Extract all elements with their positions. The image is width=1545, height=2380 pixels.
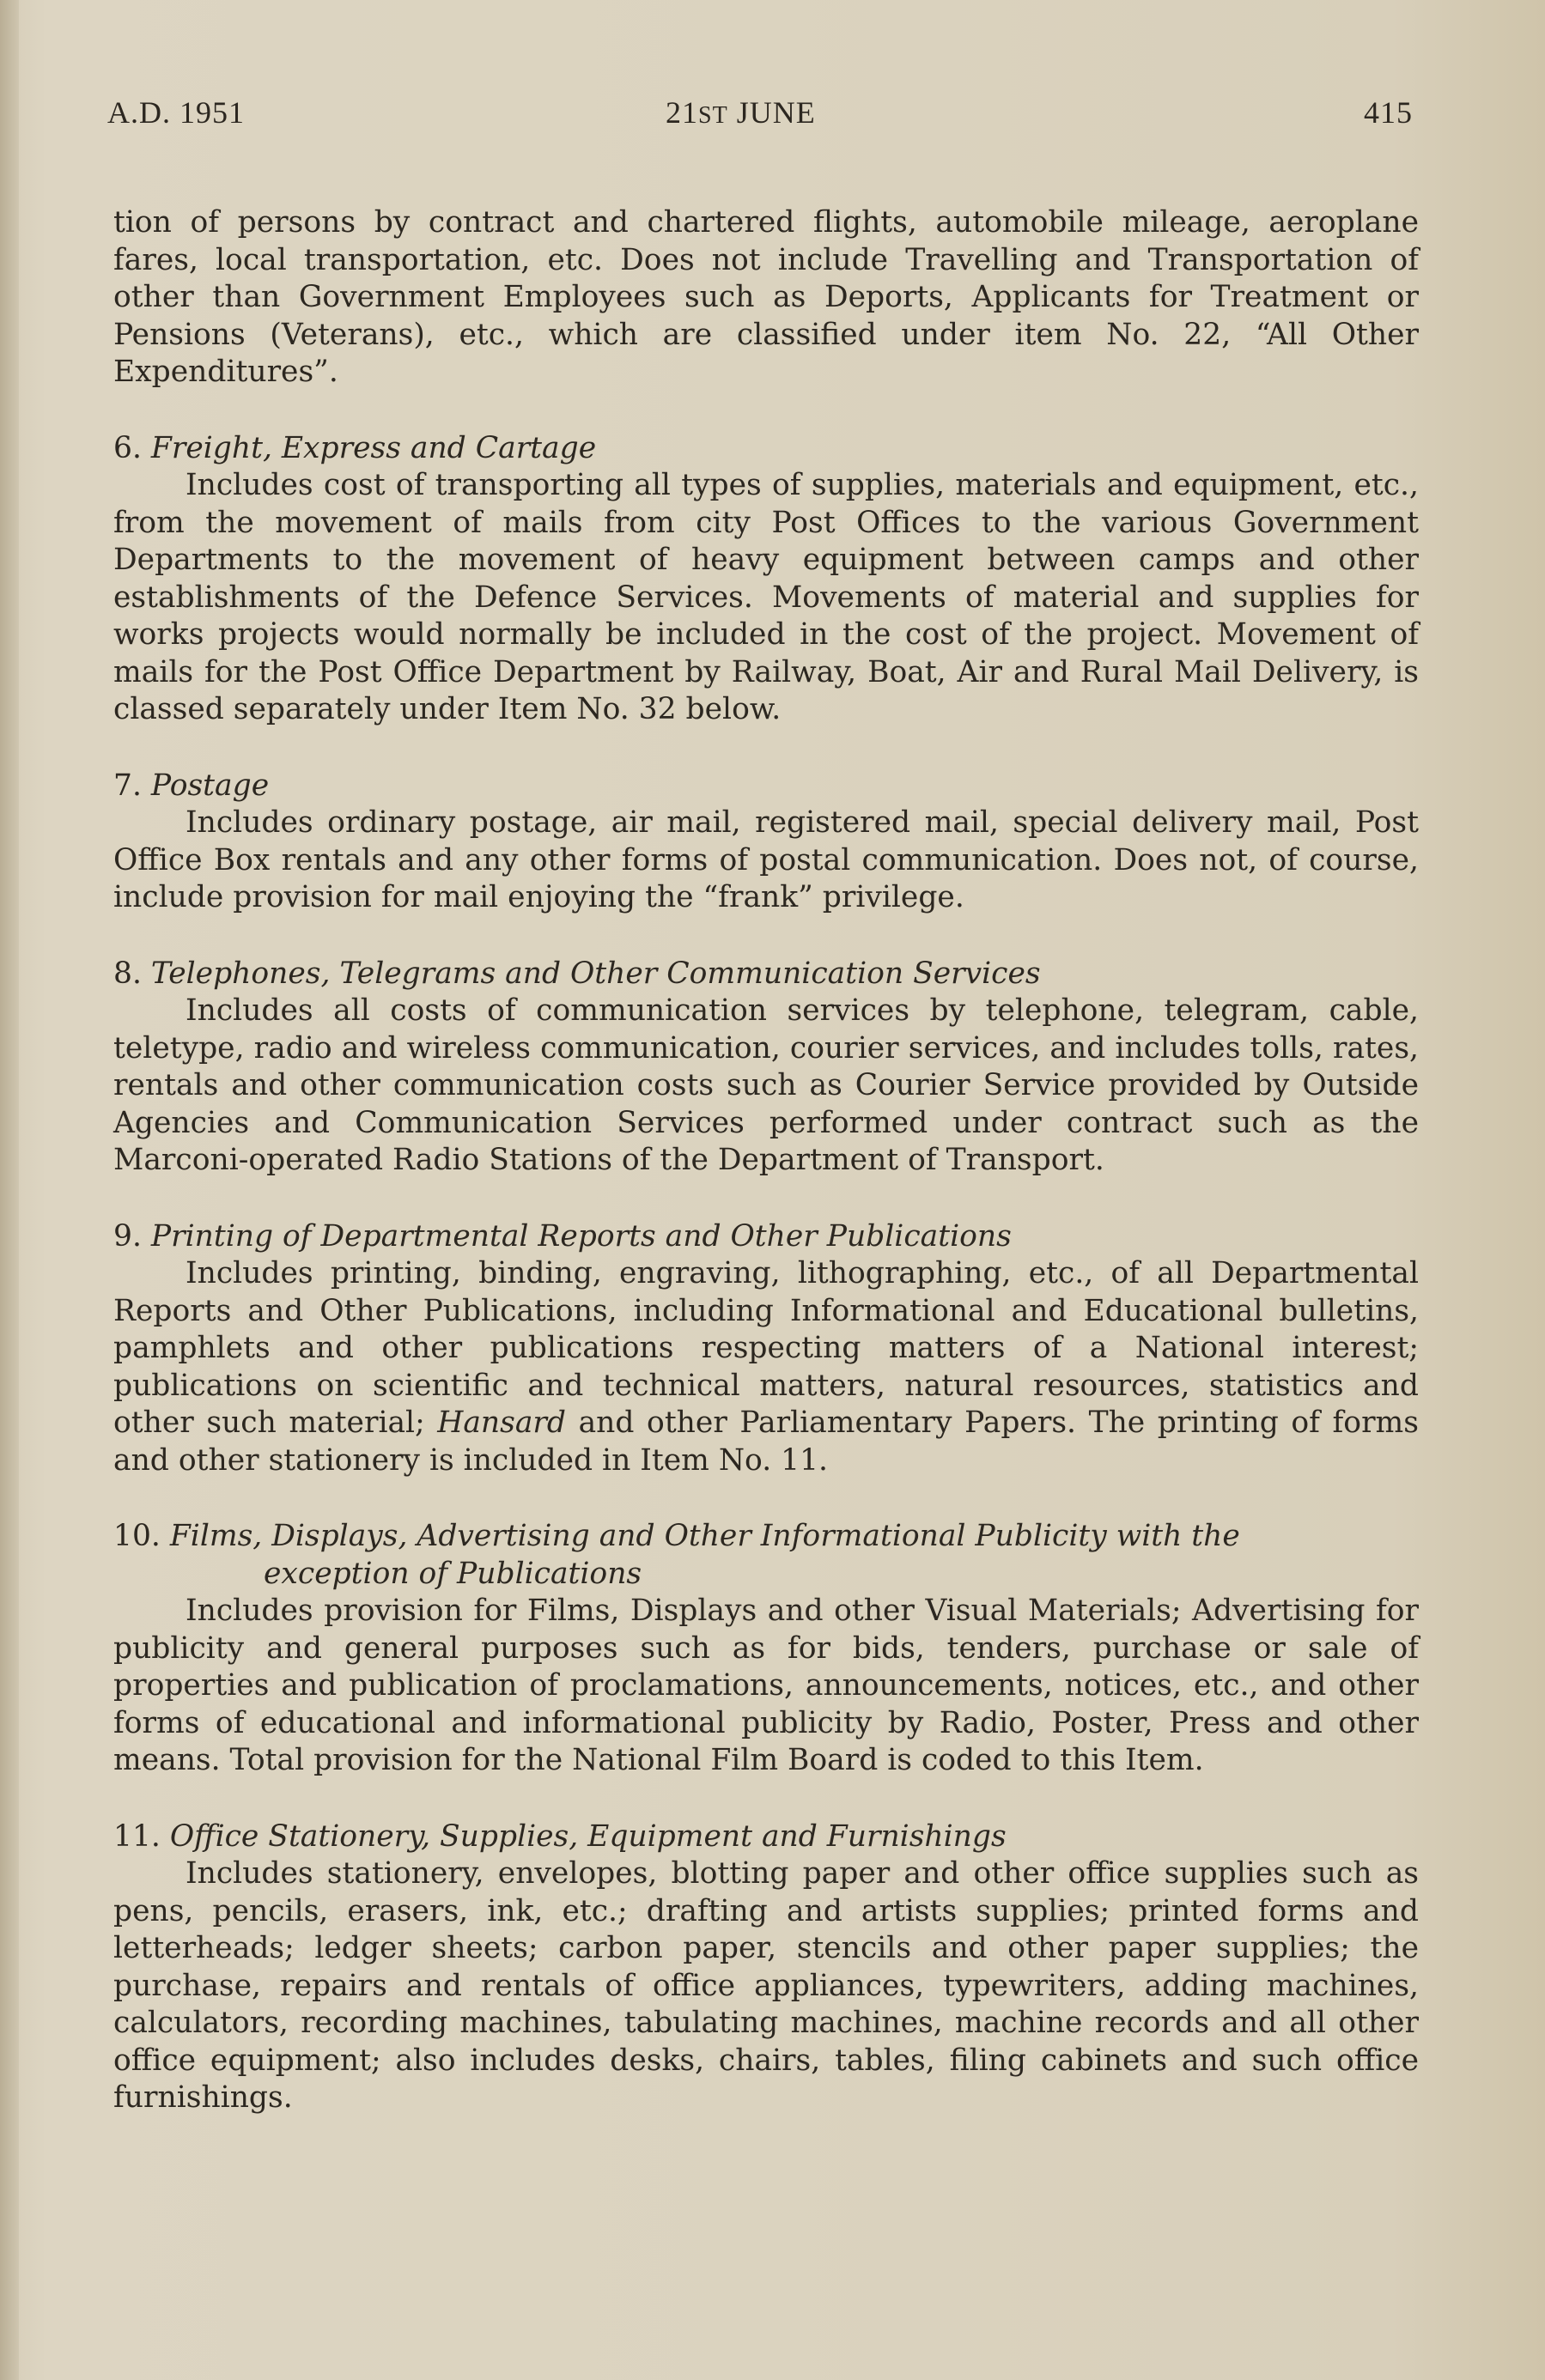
section-number: 11. (113, 1818, 161, 1854)
section-number: 7. (113, 768, 142, 803)
header-year: A.D. 1951 (107, 95, 245, 130)
section-title: Office Stationery, Supplies, Equipment and Furnishings (169, 1818, 1007, 1854)
header-day: 21 (666, 95, 698, 130)
section-body: Includes all costs of communication services by telephone, telegram, cable, teletype, radio and wireless communication, courier services, and includes tolls, rates, rentals and other communication costs such as Courier Service provided by Outside Agencies and Communication Services performed under contract such as the Marconi-operated Radio Stations of the Department of Transport. (113, 993, 1419, 1177)
section-postage (113, 768, 1419, 917)
section-number: 8. (113, 956, 142, 991)
section-body (113, 1255, 1419, 1479)
page-number: 415 (1364, 95, 1413, 130)
section-heading (113, 1218, 1419, 1256)
section-title: Freight, Express and Cartage (150, 430, 597, 465)
section-title: Telephones, Telegrams and Other Communication Services (150, 956, 1041, 991)
page-header (107, 94, 1413, 137)
section-telephones (113, 956, 1419, 1180)
section-body: Includes stationery, envelopes, blotting paper and other office supplies such as pens, pencils, erasers, ink, etc.; drafting and artists supplies; printed forms and letterheads; ledger sheets; carbon paper, stencils and other paper supplies; the purchase, repairs and rentals of office appliances, typewriters, adding machines, calculators, recording machines, tabulating machines, machine records and all other office equipment; also includes desks, chairs, tables, filing cabinets and such office furnishings. (113, 1856, 1419, 2115)
section-title: Films, Displays, Advertising and Other Informational Publicity with the (169, 1519, 1240, 1553)
section-printing (113, 1218, 1419, 1480)
section-films (113, 1518, 1419, 1780)
section-title: Printing of Departmental Reports and Other Publications (150, 1218, 1012, 1254)
section-title-continuation: exception of Publications (264, 1556, 642, 1591)
hansard-term: Hansard (437, 1406, 567, 1440)
body-text-end: and other Parliamentary Papers. The printing of forms and other stationery is included in Item No. 11. (113, 1406, 1419, 1478)
section-title: Postage (150, 768, 270, 803)
section-heading (113, 1518, 1419, 1593)
section-body: Includes cost of transporting all types of supplies, materials and equipment, etc., from the movement of mails from city Post Offices to the various Government Departments to the movement of heavy equipment between camps and other establishments of the Defence Services. Movements of material and supplies for works projects would normally be included in the cost of the project. Movement of mails for the Post Office Department by Railway, Boat, Air and Rural Mail Delivery, is classed separately under Item No. 32 below. (113, 468, 1419, 726)
binding-edge (0, 0, 19, 2380)
section-office-stationery (113, 1818, 1419, 2117)
body-text-start: Includes printing, binding, engraving, lithographing, etc., of all Departmental Reports and Other Publications, including Informational and Educational bulletins, pamphlets and other publications respecting matters of a National interest; publications on scientific and technical matters, natural resources, statistics and other such material; (113, 1256, 1419, 1440)
header-day-suffix: ST (698, 102, 728, 129)
section-body: Includes provision for Films, Displays and other Visual Materials; Advertising for publicity and general purposes such as for bids, tenders, purchase or sale of properties and publication of proclamations, announcements, notices, etc., and other forms of educational and informational publicity by Radio, Poster, Press and other means. Total provision for the National Film Board is coded to this Item. (113, 1594, 1419, 1777)
section-heading (113, 430, 1419, 468)
intro-paragraph: tion of persons by contract and chartered flights, automobile mileage, aeroplane fares, local transportation, etc. Does not include Travelling and Transportation of other than Government Employees such as Deports, Applicants for Treatment or Pensions (Veterans), etc., which are classified under item No. 22, “All Other Expenditures”. (113, 205, 1419, 389)
header-month: JUNE (727, 95, 816, 130)
section-heading (113, 1818, 1419, 1856)
section-heading (113, 956, 1419, 993)
section-heading (113, 768, 1419, 805)
section-number: 6. (113, 430, 142, 465)
section-number: 10. (113, 1519, 161, 1553)
section-number: 9. (113, 1218, 142, 1254)
header-date (666, 94, 816, 131)
section-body: Includes ordinary postage, air mail, registered mail, special delivery mail, Post Office Box rentals and any other forms of postal communication. Does not, of course, include provision for mail enjoying the “frank” privilege. (113, 805, 1419, 914)
section-freight (113, 430, 1419, 729)
page-content (113, 204, 1419, 2117)
